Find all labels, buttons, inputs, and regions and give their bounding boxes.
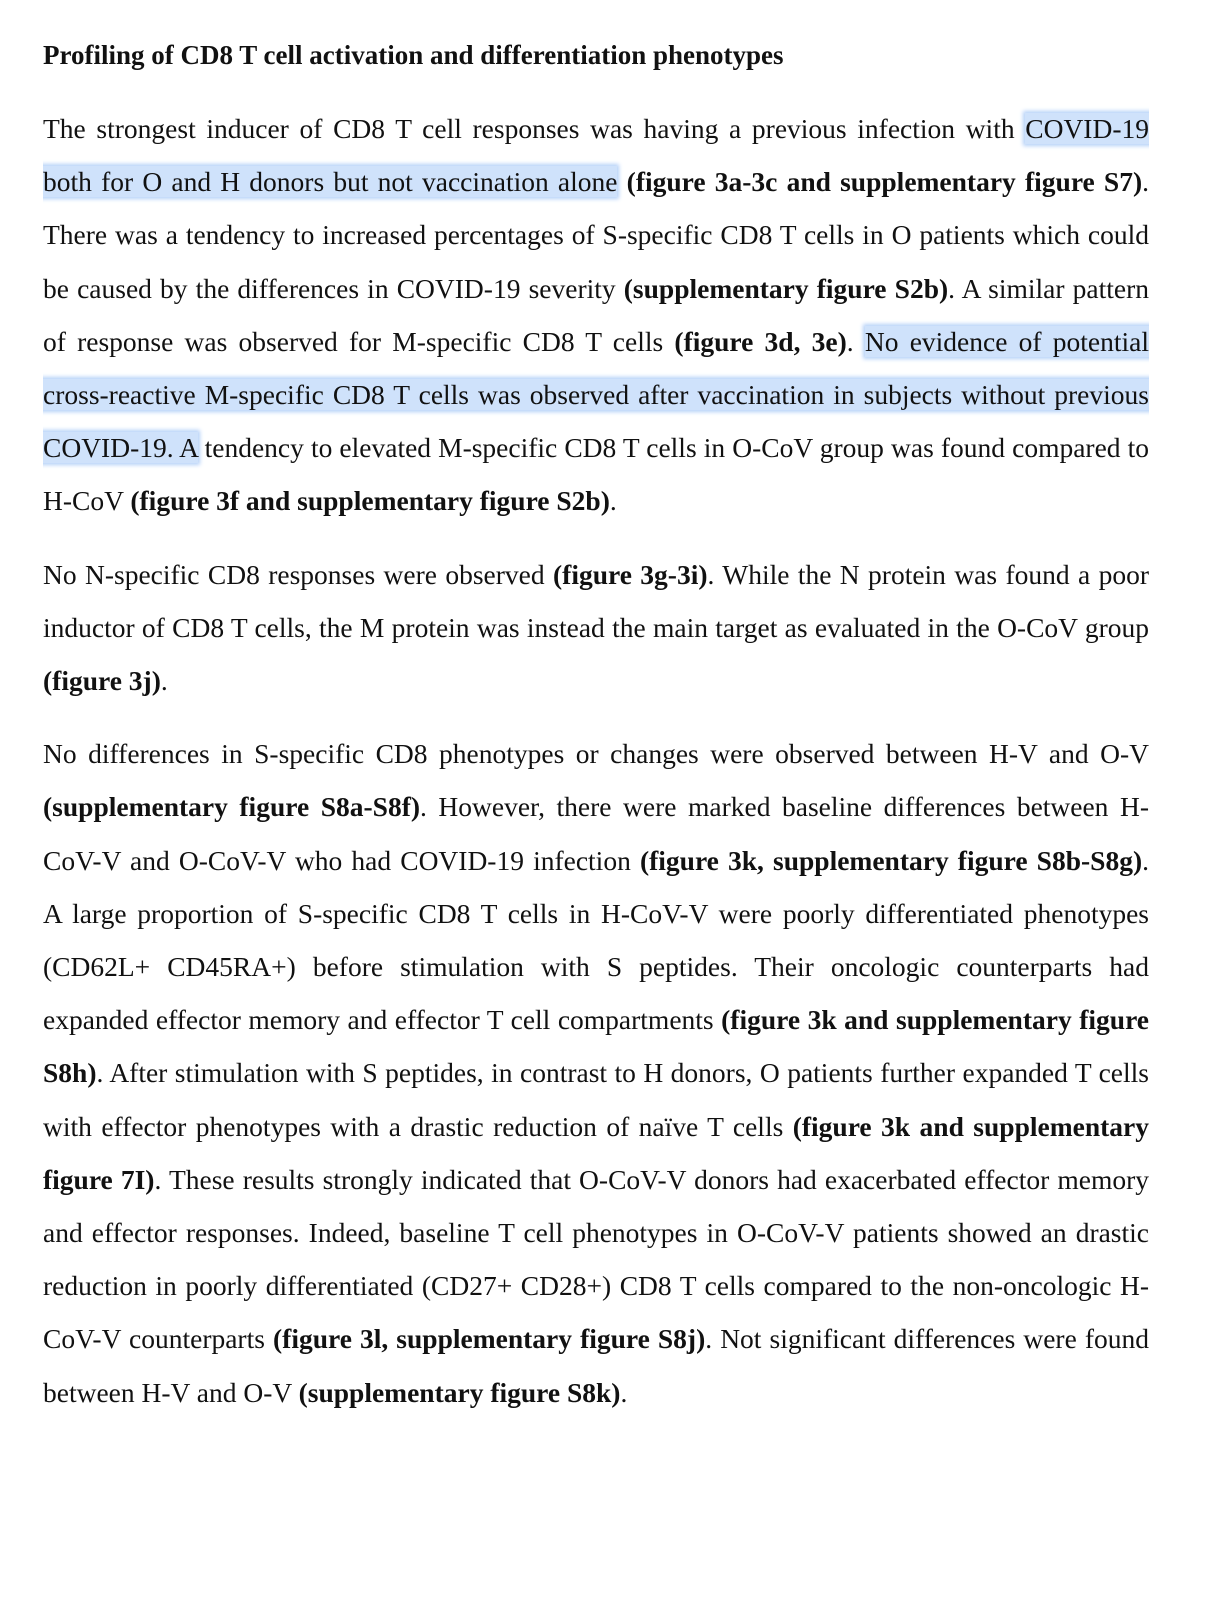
figure-reference: (figure 3k and supplementary figure 7I) — [43, 1110, 1149, 1195]
paragraph-2 — [43, 548, 1149, 708]
figure-reference: (supplementary figure S8a-S8f) — [43, 791, 421, 823]
text-segment: . — [160, 665, 168, 697]
text-segment: . A large proportion of S-specific CD8 T cells in H-CoV-V were poorly differentiated phenotypes (CD62L+ CD45RA+) before stimulation with S peptides. Their oncologic counterparts had expanded effector memory and effector T cell compartments — [43, 844, 1149, 1036]
paragraph-3 — [43, 727, 1149, 1419]
figure-reference: (figure 3d, 3e) — [674, 325, 847, 357]
figure-reference: (figure 3f and supplementary figure S2b) — [130, 485, 610, 517]
text-segment: No N-specific CD8 responses were observed — [43, 558, 553, 590]
text-segment: . Not significant differences were found between H-V and O-V — [43, 1323, 1149, 1408]
paragraph-1 — [43, 102, 1149, 528]
figure-reference: (figure 3k, supplementary figure S8b-S8g) — [639, 844, 1143, 876]
text-segment: . — [620, 1376, 628, 1408]
figure-reference: (supplementary figure S8k) — [298, 1376, 621, 1408]
text-segment: . These results strongly indicated that O-CoV-V donors had exacerbated effector memory and effector responses. Indeed, baseline T cell phenotypes in O-CoV-V patients showed an drastic reduction in poorly differentiated (CD27+ CD28+) CD8 T cells compared to the non-oncologic H-CoV-V counterparts — [43, 1163, 1149, 1355]
text-segment: . After stimulation with S peptides, in contrast to H donors, O patients further expanded T cells with effector phenotypes with a drastic reduction of naïve T cells — [43, 1057, 1149, 1142]
text-segment — [617, 166, 626, 197]
text-segment: . There was a tendency to increased percentages of S-specific CD8 T cells in O patients which could be caused by the differences in COVID-19 severity — [43, 166, 1149, 304]
text-segment: . — [846, 325, 865, 357]
figure-reference: (figure 3g-3i) — [553, 558, 708, 590]
figure-reference: (figure 3j) — [43, 665, 161, 697]
figure-reference: (supplementary figure S2b) — [623, 272, 949, 304]
highlighted-text[interactable]: COVID-19 both for O and H donors but not vaccination alone — [43, 113, 1149, 198]
text-segment: . — [609, 485, 617, 517]
figure-reference: (figure 3l, supplementary figure S8j) — [273, 1323, 706, 1355]
text-segment: . While the N protein was found a poor inductor of CD8 T cells, the M protein was instead the main target as evaluated in the O-CoV group — [43, 558, 1149, 643]
figure-reference: (figure 3a-3c and supplementary figure S7) — [626, 166, 1143, 198]
text-segment: . However, there were marked baseline differences between H-CoV-V and O-CoV-V who had COVID-19 infection — [43, 791, 1149, 876]
highlighted-text[interactable]: No evidence of potential cross-reactive M-specific CD8 T cells was observed after vaccination in subjects without previous COVID-19. A — [43, 325, 1149, 464]
section-heading: Profiling of CD8 T cell activation and differentiation phenotypes — [43, 40, 784, 70]
text-segment: . A similar pattern of response was observed for M-specific CD8 T cells — [43, 272, 1149, 357]
text-segment: The strongest inducer of CD8 T cell responses was having a previous infection with — [43, 113, 1026, 144]
text-segment: No differences in S-specific CD8 phenotypes or changes were observed between H-V and O-V — [43, 738, 1149, 770]
figure-reference: (figure 3k and supplementary figure S8h) — [43, 1004, 1149, 1089]
text-segment: tendency to elevated M-specific CD8 T cells in O-CoV group was found compared to H-CoV — [43, 432, 1149, 517]
